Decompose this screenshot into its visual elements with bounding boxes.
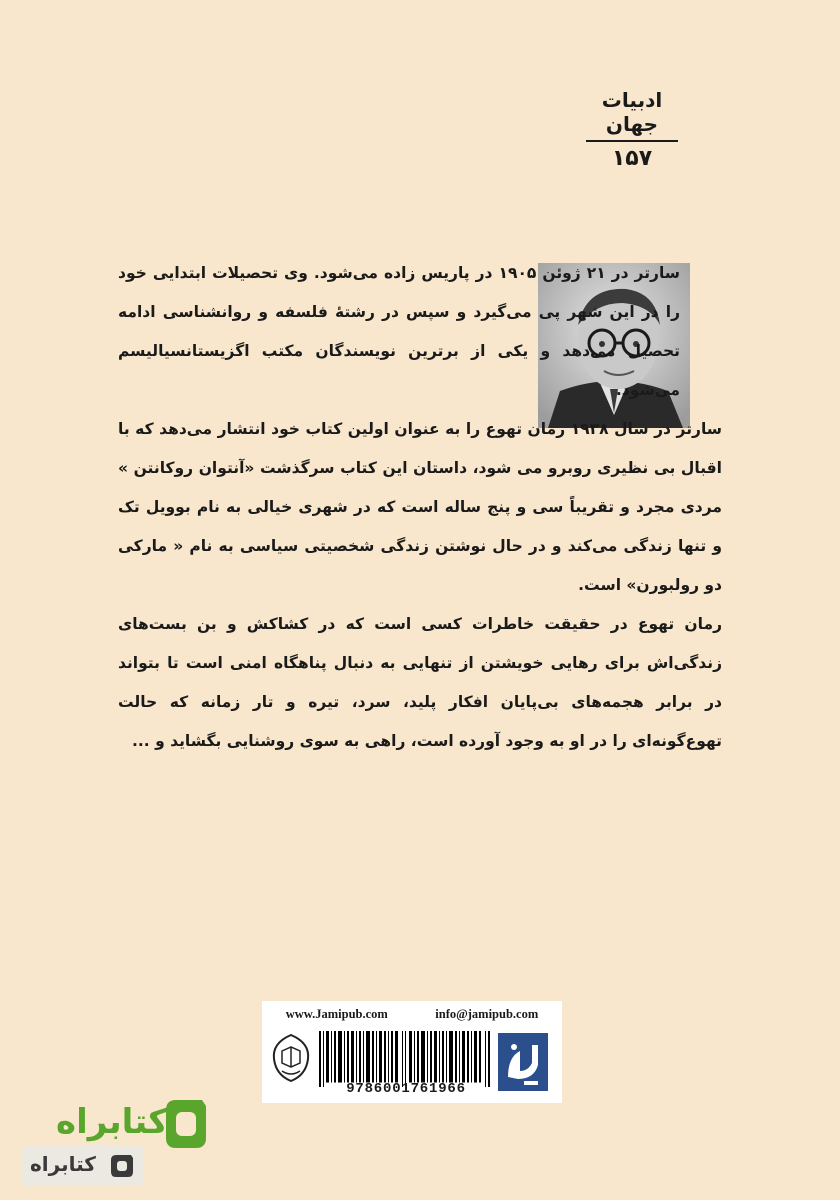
ketabrah-watermark [14, 1094, 214, 1190]
series-title: ادبیات جهان [601, 88, 663, 136]
ketabrah-small-logo-icon [108, 1152, 136, 1180]
publisher-info-box [262, 1001, 562, 1103]
barcode-icon [317, 1031, 495, 1087]
publisher-website: www.Jamipub.com [285, 1007, 388, 1021]
watermark-badge [22, 1146, 144, 1186]
watermark-brand-large: کتابراه [56, 1102, 169, 1142]
watermark-brand-small: کتابراه [30, 1152, 96, 1176]
publisher-logo-icon [498, 1033, 548, 1091]
publisher-seal-icon [270, 1033, 312, 1083]
intro-paragraph: سارتر در ۲۱ ژوئن ۱۹۰۵ در پاریس زاده می‌شود. وی تحصیلات ابتدایی خود را در این شهر پی می‌گیرد و سپس در رشتهٔ فلسفه و روانشناسی ادامه تحصیل می‌دهد و یکی از برترین نویسندگان مکتب اگزیستانسیالیسم می‌شود. [118, 264, 681, 399]
ketabrah-logo-icon [162, 1096, 210, 1152]
isbn-number: 9786001761966 [346, 1081, 466, 1097]
novel-paragraph: سارتر در سال ۱۹۳۸ رمان تهوع را به عنوان اولین کتاب خود انتشار می‌دهد که با اقبال بی نظیری روبرو می شود، داستان این کتاب سرگذشت «آنتوان روکانتن » مردی مجرد و تقریباً سی و پنج ساله است که در شهری خیالی به نام بوویل تک و تنها زندگی می‌کند و در حال نوشتن زندگی شخصیتی سیاسی به نام « مارکی دو رولبورن» است. [118, 420, 723, 594]
theme-paragraph: رمان تهوع در حقیقت خاطرات کسی است که در کشاکش و بن بست‌های زندگی‌اش برای رهایی خویشتن از تنهایی به دنبال پناهگاه امنی است تا بتواند در برابر هجمه‌های بی‌پایان افکار پلید، سرد، تیره و تار زمانه که حالت تهوع‌گونه‌ای را در او به وجود آورده است، راهی به سوی روشنایی بگشاید و ... [118, 615, 722, 750]
contact-row [262, 1007, 562, 1022]
publisher-email: info@jamipub.com [435, 1007, 539, 1021]
series-number: ۱۵۷ [611, 146, 653, 171]
series-block [584, 88, 680, 171]
